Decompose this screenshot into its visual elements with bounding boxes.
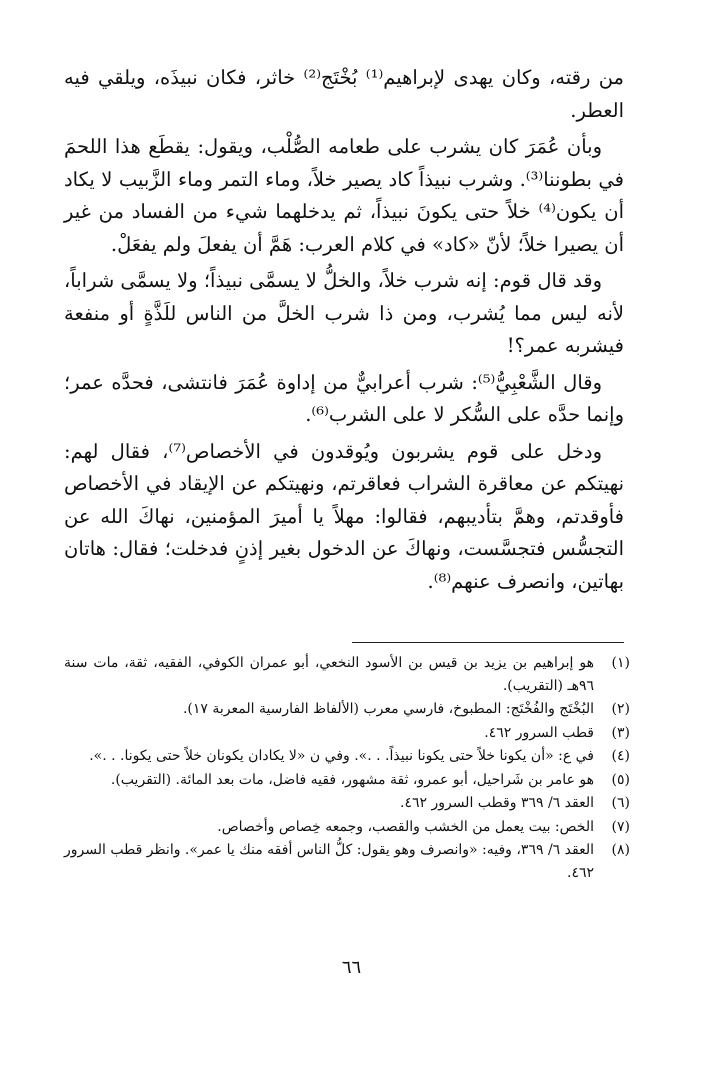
page-number: ٦٦: [341, 957, 362, 978]
paragraph-1: من رقته، وكان يهدى لإبراهيم⁽¹⁾ بُخْتَج⁽²⁾ خاثر، فكان نبيذَه، ويلقي فيه العطر.: [64, 66, 625, 122]
footnote: [64, 792, 630, 815]
footnote: [64, 745, 630, 768]
footnote-separator: [352, 642, 624, 643]
footnote-number: (٤): [611, 748, 630, 764]
footnote-text: في ع: «أن يكونا خلاً حتى يكونا نبيذاً. . .». وفي ن «لا يكادان يكونان خلاً حتى يكونا. . .».: [89, 748, 594, 764]
footnote-text: البُخْتَج والفُخْتَج: المطبوخ، فارسي معرب (الألفاظ الفارسية المعربة ١٧).: [182, 701, 594, 717]
footnote-number: (٥): [611, 771, 630, 788]
footnote-number: (١): [611, 655, 630, 671]
footnote: [64, 839, 630, 884]
footnote-text: هو إبراهيم بن يزيد بن قيس بن الأسود النخعي، أبو عمران الكوفي، الفقيه، ثقة، مات سنة ٩٦هـ (التقريب).: [64, 655, 594, 694]
footnote-number: (٦): [611, 795, 630, 811]
main-text: [64, 62, 624, 598]
footnotes: [64, 652, 630, 885]
footnote: [64, 816, 630, 839]
footnote-number: (٨): [611, 842, 630, 858]
paragraph-4: وقال الشَّعْبِيُّ⁽⁵⁾: شرب أعرابيٌّ من إداوة عُمَرَ فانتشى، فحدَّه عمر؛ وإنما حدَّه على السُّكر لا على الشرب⁽⁶⁾.: [64, 370, 624, 426]
footnote: [64, 698, 630, 721]
footnote: [64, 722, 630, 745]
footnote-number: (٧): [611, 818, 630, 835]
footnote: [64, 652, 630, 697]
paragraph-2: وبأن عُمَرَ كان يشرب على طعامه الصُّلْب، ويقول: يقطَع هذا اللحمَ في بطوننا⁽³⁾. وشرب نبيذاً كاد يصير خلاً، وماء التمر وماء الزَّبيب لا يكاد أن يكون⁽⁴⁾ خلاً حتى يكونَ نبيذاً، ثم يدخلهما شيء من الفساد من غير أن يصيرا خلاً؛ لأنّ «كاد» في كلام العرب: هَمَّ أن يفعلَ ولم يفعَلْ.: [64, 135, 624, 256]
footnote: [64, 769, 630, 792]
footnote-number: (٣): [611, 724, 630, 741]
footnote-text: قطب السرور ٤٦٢.: [484, 724, 594, 741]
footnote-text: العقد ٦/ ٣٦٩، وفيه: «وانصرف وهو يقول: كلُّ الناس أفقه منك يا عمر». وانظر قطب السرور ٤٦٢.: [64, 842, 594, 881]
paragraph-5: ودخل على قوم يشربون ويُوقدون في الأخصاص⁽⁷⁾، فقال لهم: نهيتكم عن معاقرة الشراب فعاقرتم، ونهيتكم عن الإيقاد في الأخصاص فأوقدتم، وهمَّ بتأديبهم، فقالوا: مهلاً يا أميرَ المؤمنين، نهاكَ الله عن التجسُّس فتجسَّست، ونهاكَ عن الدخول بغير إذنٍ فدخلت؛ فقال: هاتان بهاتين، وانصرف عنهم⁽⁸⁾.: [64, 439, 624, 593]
footnote-number: (٢): [611, 701, 630, 717]
footnote-text: العقد ٦/ ٣٦٩ وقطب السرور ٤٦٢.: [399, 795, 594, 811]
footnote-text: هو عامر بن شَراحيل، أبو عمرو، ثقة مشهور، فقيه فاضل، مات بعد المائة. (التقريب).: [110, 771, 594, 788]
footnote-text: الخص: بيت يعمل من الخشب والقصب، وجمعه خِصاص وأخصاص.: [217, 818, 594, 835]
paragraph-3: وقد قال قوم: إنه شرب خلاً، والخلُّ لا يسمَّى نبيذاً؛ ولا يسمَّى شراباً، لأنه ليس مما يُشرب، ومن ذا شرب الخلَّ من الناس للَذَّةٍ أو منفعة فيشربه عمر؟!: [64, 269, 624, 357]
